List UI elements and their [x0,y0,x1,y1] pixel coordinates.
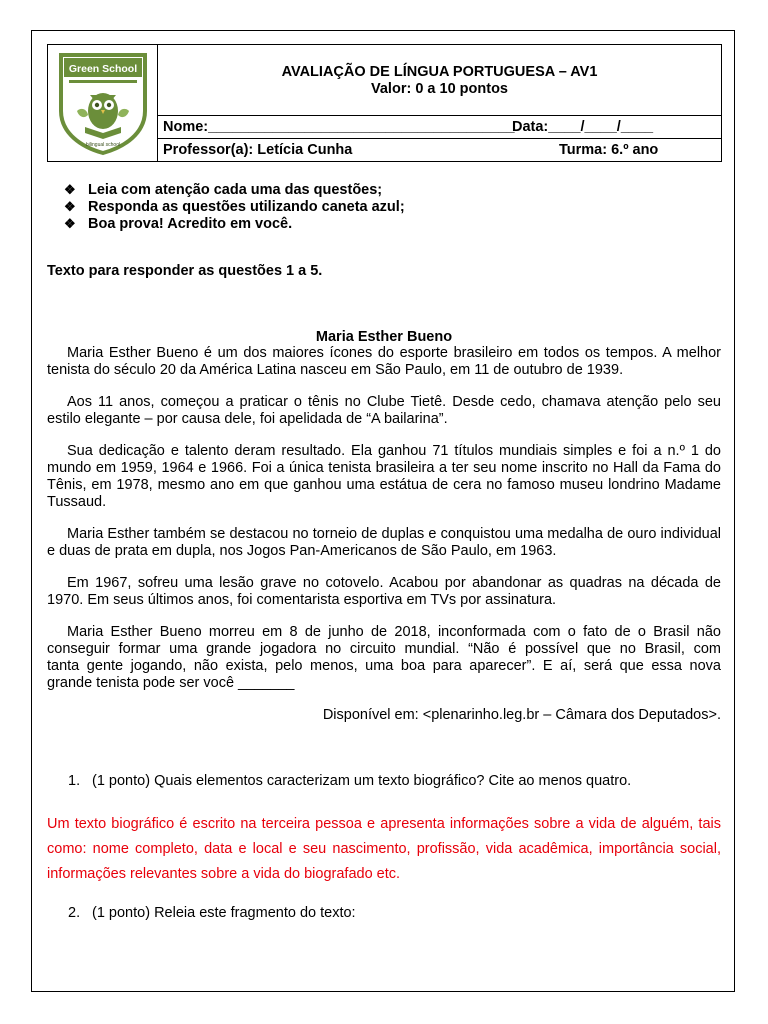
instructions-list [64,181,405,232]
question-2 [68,905,356,921]
text-title: Maria Esther Bueno [315,329,453,345]
text-paragraph: Em 1967, sofreu uma lesão grave no cotovelo. Acabou por abandonar as quadras na década de 1970. Em seus últimos anos, foi comentarista esportiva em TVs por assinatura. [47,575,721,608]
list-item: ❖ Responda as questões utilizando caneta azul; [64,199,405,215]
logo-school-name: Green School [68,63,137,75]
diamond-bullet-icon: ❖ [64,182,76,197]
text-paragraph: Maria Esther Bueno morreu em 8 de junho de 2018, inconformada com o fato de o Brasil não conseguir formar uma grande jogadora no circuito mundial. “Não é possível que no Brasil, com tanta gente jogando, não exista, pelo menos, uma boa para aparecer”. E aí, será que essa nova grande tenista pode ser você _______ [47,624,721,691]
question-number: 2. [68,905,81,921]
logo-box [47,44,158,162]
header-title-box [157,44,722,116]
exam-title: AVALIAÇÃO DE LÍNGUA PORTUGUESA – AV1 [281,64,598,80]
diamond-bullet-icon: ❖ [64,216,76,231]
text-paragraph: Aos 11 anos, começou a praticar o tênis no Clube Tietê. Desde cedo, chamava atenção pelo seu estilo elegante – por causa dele, foi apelidada de “A bailarina”. [47,394,721,427]
list-item: ❖ Boa prova! Acredito em você. [64,216,293,232]
question-1 [68,773,631,789]
text-paragraph: Maria Esther Bueno é um dos maiores ícones do esporte brasileiro em todos os tempos. A melhor tenista do século 20 da América Latina nasceu em São Paulo, em 11 de outubro de 1939. [47,345,721,378]
text-paragraph: Sua dedicação e talento deram resultado. Ela ganhou 71 títulos mundiais simples e foi a n.º 1 do mundo em 1959, 1964 e 1966. Foi a única tenista brasileira a ter seu nome inscrito no Hall da Fama do Tênis, em 1978, mesmo ano em que ganhou uma estátua de cera no famoso museu londrino Madame Tussaud. [47,443,721,510]
teacher-label: Professor(a): Letícia Cunha [163,142,353,158]
name-date-row [157,115,722,139]
date-field-label: Data:____/____/____ [512,119,654,135]
class-label: Turma: 6.º ano [559,142,659,158]
name-field-label: Nome:______________________________________ [163,119,515,135]
teacher-class-row [157,138,722,162]
question-number: 1. [68,773,81,789]
list-item: ❖ Leia com atenção cada uma das questões; [64,182,383,198]
logo-tagline: bilingual school [85,142,120,148]
text-paragraph: Maria Esther também se destacou no torneio de duplas e conquistou uma medalha de ouro individual e duas de prata em dupla, nos Jogos Pan-Americanos de São Paulo, em 1963. [47,526,721,559]
text-intro: Texto para responder as questões 1 a 5. [47,263,323,279]
school-logo [55,49,151,157]
question-text: (1 ponto) Quais elementos caracterizam um texto biográfico? Cite ao menos quatro. [92,773,632,789]
exam-value: Valor: 0 a 10 pontos [371,81,508,97]
question-text: (1 ponto) Releia este fragmento do texto: [92,905,356,921]
diamond-bullet-icon: ❖ [64,199,76,214]
text-source: Disponível em: <plenarinho.leg.br – Câmara dos Deputados>. [322,707,721,723]
answer-1: Um texto biográfico é escrito na terceira pessoa e apresenta informações sobre a vida de alguém, tais como: nome completo, data e local e seu nascimento, profissão, vida acadêmica, importância social, informações relevantes sobre a vida do biografado etc. [47,816,721,882]
